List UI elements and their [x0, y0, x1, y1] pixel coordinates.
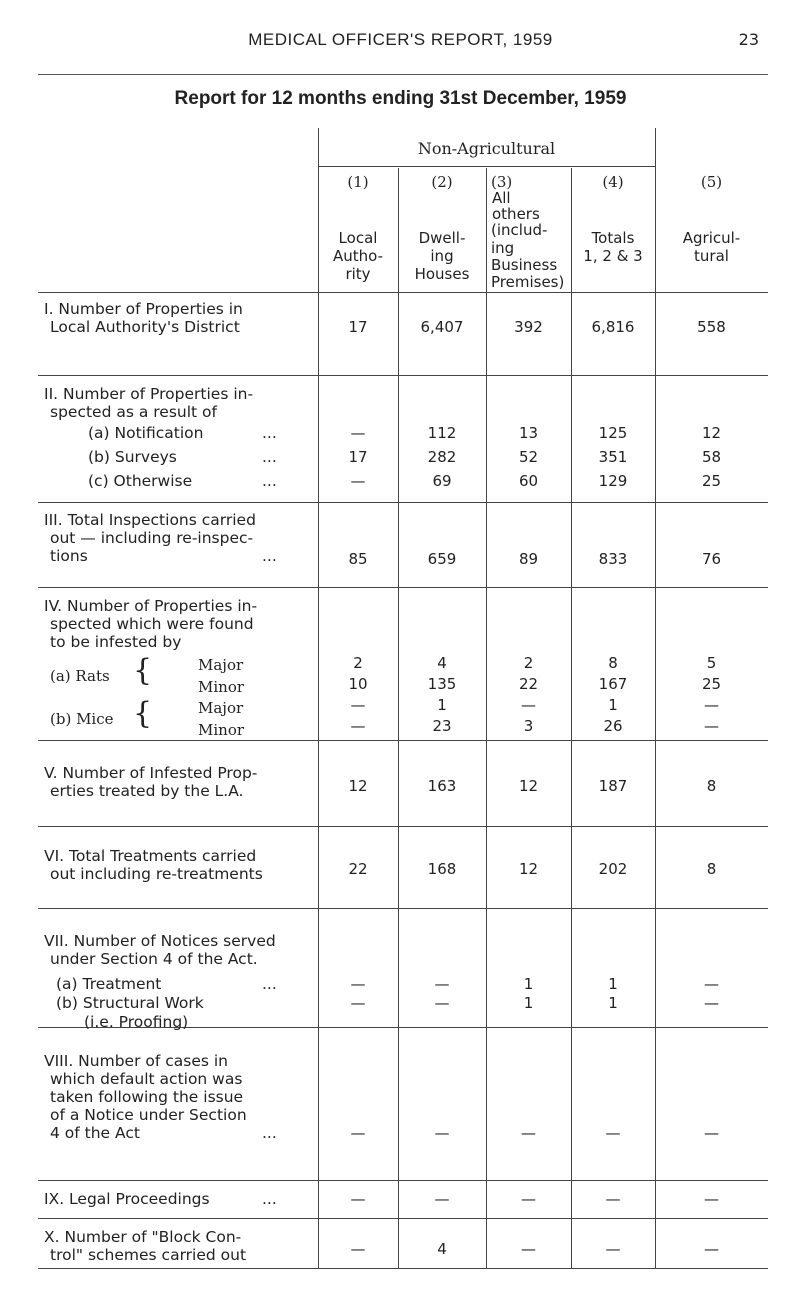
section-label-line: III. Total Inspections carried: [44, 511, 256, 529]
table-cell: 558: [697, 318, 726, 336]
table-cell: —: [704, 975, 719, 993]
mice-brace-icon: {: [133, 696, 153, 731]
rats-label: (a) Rats: [50, 667, 110, 685]
row-label: (b) Surveys: [88, 448, 177, 466]
row-dots: ...: [262, 547, 277, 565]
section-label-line: 4 of the Act: [50, 1124, 140, 1142]
col-4-label-line: Totals: [591, 229, 635, 247]
table-cell: 187: [598, 777, 628, 795]
row-rule-6: [38, 826, 768, 827]
table-cell: 202: [598, 860, 628, 878]
row-rule-5: [38, 740, 768, 741]
section-label-line: I. Number of Properties in: [44, 300, 243, 318]
mice-minor-label: Minor: [198, 721, 245, 739]
section-label-line: under Section 4 of the Act.: [50, 950, 258, 968]
table-cell: 1: [608, 975, 618, 993]
section-label-line: X. Number of "Block Con-: [44, 1228, 242, 1246]
table-cell: 125: [598, 424, 628, 442]
section-label-line: V. Number of Infested Prop-: [44, 764, 258, 782]
table-cell: —: [521, 696, 536, 714]
table-cell: 833: [598, 550, 628, 568]
table-cell: —: [434, 975, 450, 993]
table-cell: 76: [701, 550, 722, 568]
table-cell: —: [434, 1124, 450, 1142]
table-cell: 22: [348, 860, 368, 878]
section-label-line: IV. Number of Properties in-: [44, 597, 258, 615]
section-label-line: VII. Number of Notices served: [44, 932, 276, 950]
col-1-num: (1): [347, 173, 369, 191]
table-cell: 163: [427, 777, 457, 795]
table-cell: 25: [701, 472, 722, 490]
table-cell: 12: [518, 860, 539, 878]
table-cell: 8: [608, 654, 618, 672]
table-cell: —: [434, 994, 450, 1012]
group-header-non-agricultural: Non-Agricultural: [417, 139, 556, 158]
section-label-line: IX. Legal Proceedings: [44, 1190, 210, 1208]
col-5-label-line: tural: [694, 247, 729, 265]
table-cell: 168: [427, 860, 457, 878]
col-2-label-line: Houses: [414, 265, 470, 283]
table-cell: —: [350, 472, 366, 490]
col-2-label-line: ing: [430, 247, 454, 265]
table-cell: 52: [518, 448, 539, 466]
table-cell: —: [605, 1240, 621, 1258]
table-cell: 1: [523, 975, 534, 993]
section-label-line: trol" schemes carried out: [50, 1246, 247, 1264]
section-label-line: Local Authority's District: [50, 318, 240, 336]
col-3-num: (3): [491, 173, 513, 191]
section-label-line: II. Number of Properties in-: [44, 385, 254, 403]
running-title: MEDICAL OFFICER'S REPORT, 1959: [248, 30, 553, 49]
table-cell: —: [350, 696, 366, 714]
table-cell: 392: [514, 318, 543, 336]
table-cell: —: [704, 1124, 719, 1142]
table-cell: 60: [518, 472, 539, 490]
table-cell: —: [350, 717, 366, 735]
col-5-num: (5): [700, 173, 723, 191]
table-cell: —: [521, 1240, 536, 1258]
row-rule-4: [38, 587, 768, 588]
table-cell: 89: [518, 550, 539, 568]
section-label-line: of a Notice under Section: [50, 1106, 247, 1124]
row-dots: ...: [262, 448, 277, 466]
table-cell: 4: [437, 1240, 447, 1258]
table-cell: —: [704, 696, 719, 714]
table-cell: 1: [608, 696, 618, 714]
row-rule-3: [38, 502, 768, 503]
table-cell: —: [521, 1190, 536, 1208]
table-cell: 17: [348, 448, 368, 466]
table-cell: —: [350, 1124, 366, 1142]
col-5-label-line: Agricul-: [682, 229, 741, 247]
row-label: (a) Notification: [88, 424, 204, 442]
report-title: Report for 12 months ending 31st December, 1959: [174, 88, 627, 109]
row-dots: ...: [262, 975, 277, 993]
table-cell: —: [605, 1124, 621, 1142]
row-label: (a) Treatment: [56, 975, 162, 993]
table-cell: 5: [706, 654, 717, 672]
section-label-line: erties treated by the L.A.: [50, 782, 244, 800]
row-rule-2: [38, 375, 768, 376]
table-cell: —: [704, 1190, 719, 1208]
col-3-label-line: All: [492, 189, 511, 207]
table-cell: 8: [706, 777, 717, 795]
col-1-label-line: Local: [338, 229, 378, 247]
table-cell: 85: [348, 550, 368, 568]
table-cell: —: [434, 1190, 450, 1208]
row-rule-7: [38, 908, 768, 909]
table-cell: 69: [432, 472, 452, 490]
section-label-line: which default action was: [50, 1070, 243, 1088]
table-cell: 282: [427, 448, 457, 466]
table-cell: 2: [523, 654, 534, 672]
row-rule-1: [38, 292, 768, 293]
group-header-rule: [318, 166, 655, 167]
row-dots: ...: [262, 424, 277, 442]
page-number: 23: [738, 30, 759, 49]
table-cell: 8: [706, 860, 717, 878]
section-label-line: tions: [50, 547, 88, 565]
table-cell: 1: [523, 994, 534, 1012]
table-cell: 58: [701, 448, 722, 466]
table-bottom-rule: [38, 1268, 768, 1269]
row-rule-9: [38, 1180, 768, 1181]
col-4-num: (4): [602, 173, 624, 191]
col-3-label-line: others: [492, 205, 540, 223]
table-cell: 659: [427, 550, 457, 568]
section-label-line: VIII. Number of cases in: [44, 1052, 228, 1070]
table-cell: 2: [353, 654, 363, 672]
rats-brace-icon: {: [133, 653, 153, 688]
table-cell: 6,816: [591, 318, 635, 336]
section-label-line: spected as a result of: [50, 403, 217, 421]
row-label: (b) Structural Work: [56, 994, 204, 1012]
table-cell: —: [521, 1124, 536, 1142]
col-2-label-line: Dwell-: [418, 229, 466, 247]
table-cell: 17: [348, 318, 368, 336]
table-cell: 3: [523, 717, 534, 735]
table-cell: 22: [518, 675, 539, 693]
table-cell: —: [350, 994, 366, 1012]
table-cell: 167: [598, 675, 628, 693]
col-3-label-line: ing: [491, 239, 515, 257]
col-3-label-line: Business: [491, 256, 558, 274]
col-3-label-line: (includ-: [491, 221, 548, 239]
table-cell: —: [704, 717, 719, 735]
row-dots: ...: [262, 1124, 277, 1142]
row-dots: ...: [262, 1190, 277, 1208]
table-cell: 1: [437, 696, 447, 714]
col-1-label-line: Autho-: [332, 247, 384, 265]
section-label-line: to be infested by: [50, 633, 182, 651]
section-label-line: out including re-treatments: [50, 865, 263, 883]
table-cell: —: [350, 424, 366, 442]
col-2-num: (2): [431, 173, 453, 191]
table-cell: 10: [348, 675, 368, 693]
table-cell: 112: [427, 424, 457, 442]
row-dots: ...: [262, 472, 277, 490]
running-header: [0, 30, 801, 60]
col-4-label-line: 1, 2 & 3: [583, 247, 643, 265]
table-cell: 25: [701, 675, 722, 693]
table-cell: —: [704, 994, 719, 1012]
table-cell: 135: [427, 675, 457, 693]
table-cell: 26: [603, 717, 623, 735]
section-label-line: VI. Total Treatments carried: [44, 847, 257, 865]
table-cell: —: [350, 1190, 366, 1208]
table-cell: —: [704, 1240, 719, 1258]
table-cell: —: [350, 1240, 366, 1258]
table-cell: 23: [432, 717, 452, 735]
table-cell: 129: [598, 472, 628, 490]
table-cell: —: [605, 1190, 621, 1208]
table-cell: 6,407: [420, 318, 464, 336]
table-cell: 1: [608, 994, 618, 1012]
rats-minor-label: Minor: [198, 678, 245, 696]
table-cell: 13: [518, 424, 539, 442]
table-cell: —: [350, 975, 366, 993]
section-label-line: taken following the issue: [50, 1088, 244, 1106]
row-label-continuation: (i.e. Proofing): [84, 1013, 189, 1031]
rats-major-label: Major: [198, 656, 244, 674]
col-3-label-line: Premises): [491, 273, 565, 291]
table-cell: 351: [598, 448, 628, 466]
table-cell: 4: [437, 654, 447, 672]
row-rule-10: [38, 1218, 768, 1219]
table-cell: 12: [518, 777, 539, 795]
section-label-line: out — including re-inspec-: [50, 529, 254, 547]
header-rule: [38, 74, 768, 75]
table-cell: 12: [701, 424, 722, 442]
mice-label: (b) Mice: [50, 710, 114, 728]
row-label: (c) Otherwise: [88, 472, 193, 490]
table-cell: 12: [348, 777, 368, 795]
mice-major-label: Major: [198, 699, 244, 717]
col-1-label-line: rity: [345, 265, 371, 283]
section-label-line: spected which were found: [50, 615, 254, 633]
